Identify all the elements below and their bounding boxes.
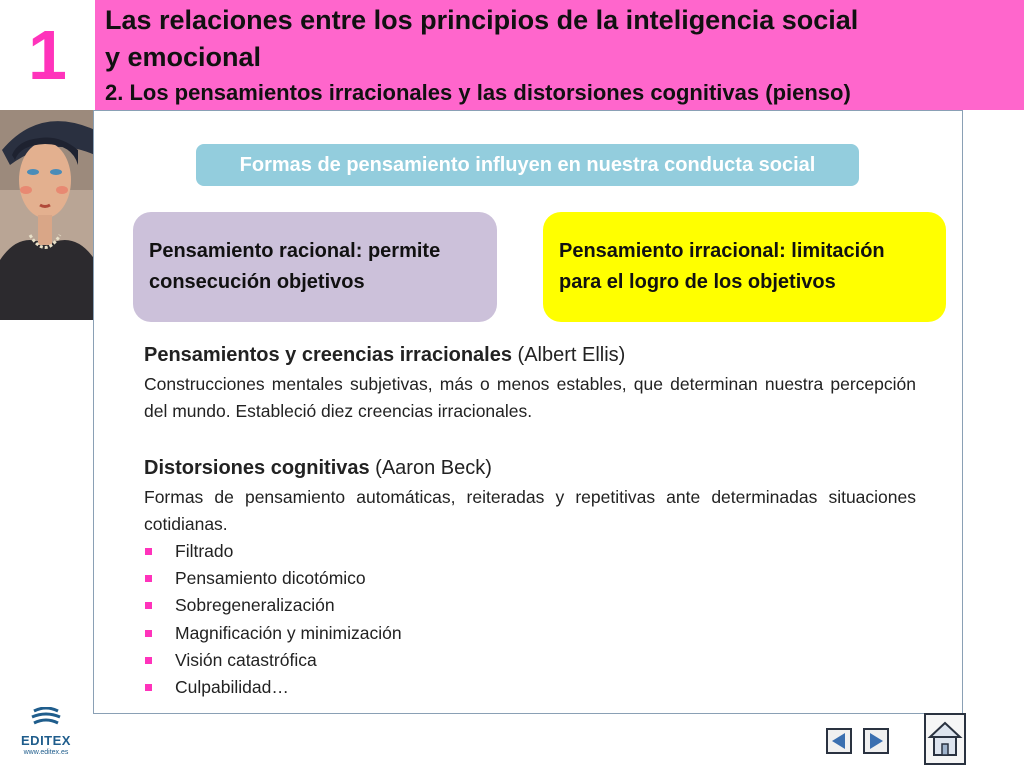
ellis-heading-author: (Albert Ellis)	[511, 344, 626, 366]
irrational-thinking-card	[543, 212, 946, 322]
list-item: Pensamiento dicotómico	[144, 565, 916, 592]
next-slide-button[interactable]	[863, 728, 889, 754]
bullet-square-icon	[145, 630, 152, 637]
irrational-card-line1: Pensamiento irracional: limitación	[559, 240, 885, 262]
editex-logo-icon	[26, 707, 66, 729]
page-title	[105, 2, 1005, 76]
logo-text: EDITEX	[21, 733, 71, 748]
concept-banner: Formas de pensamiento influyen en nuestra conducta social	[196, 144, 859, 186]
page-subtitle: 2. Los pensamientos irracionales y las distorsiones cognitivas (pienso)	[105, 80, 851, 105]
previous-slide-button[interactable]	[826, 728, 852, 754]
unit-number: 1	[28, 16, 67, 94]
house-icon	[926, 715, 964, 763]
triangle-right-icon	[865, 730, 887, 752]
editex-logo	[14, 707, 78, 762]
ellis-description: Construcciones mentales subjetivas, más o menos estables, que determinan nuestra percepción del mundo. Estableció diez creencias irracionales.	[144, 374, 916, 421]
beck-heading	[144, 454, 916, 482]
page-title-line2: y emocional	[105, 42, 262, 72]
bullet-square-icon	[145, 684, 152, 691]
triangle-left-icon	[828, 730, 850, 752]
list-item: Sobregeneralización	[144, 592, 916, 619]
home-button[interactable]	[924, 713, 966, 765]
bullet-square-icon	[145, 575, 152, 582]
bullet-square-icon	[145, 548, 152, 555]
list-item: Magnificación y minimización	[144, 620, 916, 647]
rational-thinking-card	[133, 212, 497, 322]
beck-description: Formas de pensamiento automáticas, reiteradas y repetitivas ante determinadas situaciones cotidianas.	[144, 487, 916, 534]
beck-heading-title: Distorsiones cognitivas	[144, 457, 370, 479]
distortions-list	[144, 538, 916, 701]
rational-card-line2: consecución objetivos	[149, 271, 365, 293]
ellis-heading	[144, 341, 916, 369]
header-bar	[95, 0, 1024, 110]
bullet-square-icon	[145, 657, 152, 664]
rational-card-line1: Pensamiento racional: permite	[149, 240, 441, 262]
beck-section	[144, 454, 916, 701]
ellis-heading-title: Pensamientos y creencias irracionales	[144, 344, 512, 366]
beck-heading-author: (Aaron Beck)	[369, 457, 492, 479]
logo-url: www.editex.es	[23, 749, 69, 756]
list-item: Culpabilidad…	[144, 674, 916, 701]
ellis-section	[144, 341, 916, 425]
bullet-square-icon	[145, 602, 152, 609]
irrational-card-line2: para el logro de los objetivos	[559, 271, 836, 293]
list-item: Filtrado	[144, 538, 916, 565]
page-title-line1: Las relaciones entre los principios de la inteligencia social	[105, 5, 859, 35]
portrait-image	[0, 110, 95, 320]
list-item: Visión catastrófica	[144, 647, 916, 674]
